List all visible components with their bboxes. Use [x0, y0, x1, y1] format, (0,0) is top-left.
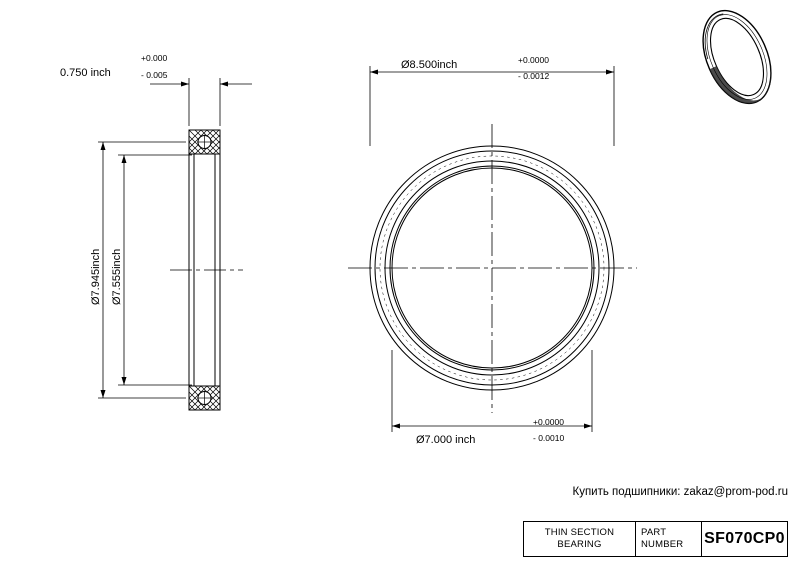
width-nominal-text: 0.750 inch [60, 67, 111, 79]
contact-email-line: Купить подшипники: zakaz@prom-pod.ru [572, 486, 788, 498]
front-bore-tol-lower-text: - 0.0010 [533, 433, 565, 443]
front-bore-tol-upper-text: +0.0000 [533, 417, 564, 427]
title-block-type [524, 522, 636, 556]
part-label-line2: NUMBER [641, 539, 684, 550]
part-number-value: SF070CP0 [704, 530, 785, 547]
width-tol-upper-text: +0.000 [141, 53, 168, 63]
title-block [523, 521, 788, 557]
front-outer-tol-upper-text: +0.0000 [518, 55, 549, 65]
part-label-line1: PART [641, 527, 667, 539]
width-dimension [150, 78, 252, 126]
front-outer-nominal-text: Ø8.500inch [401, 59, 458, 71]
width-tol-lower-text: - 0.005 [141, 70, 168, 80]
bearing-type-line2: BEARING [557, 539, 602, 550]
bearing-3d-pictorial [690, 0, 785, 114]
front-outer-tol-lower-text: - 0.0012 [518, 71, 550, 81]
bearing-type-line1: THIN SECTION [544, 527, 615, 539]
outer-diameter-text: Ø7.945inch [90, 248, 102, 305]
front-bore-nominal-text: Ø7.000 inch [416, 434, 476, 446]
title-block-part-label [636, 522, 702, 556]
inner-diameter-text: Ø7.555inch [111, 248, 123, 305]
